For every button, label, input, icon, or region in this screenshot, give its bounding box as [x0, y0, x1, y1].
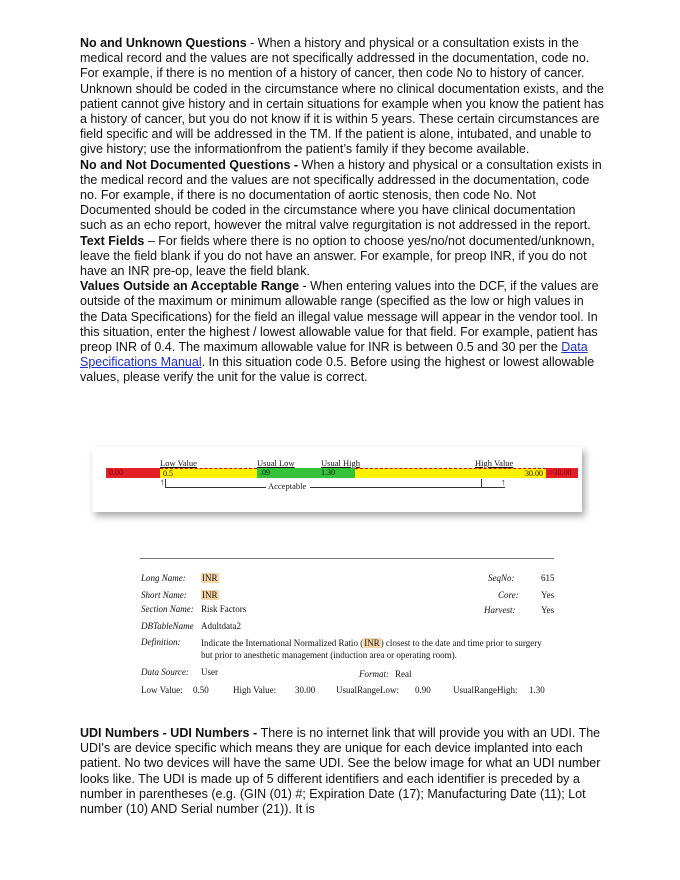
- body-text-fields: – For fields where there is no option to choose yes/no/not documented/unknown, leave the field blank if you do not have an answer. For example, for preop INR, if you do not have an INR pre-op, leave the field blank.: [80, 233, 595, 279]
- harvest-value: Yes: [541, 605, 555, 615]
- low-value-field-label: Low Value:: [141, 685, 183, 695]
- usual-high-label: Usual High: [321, 458, 360, 468]
- acceptable-right-tick: [481, 479, 482, 488]
- acceptable-label: Acceptable: [268, 481, 307, 491]
- data-source-label: Data Source:: [141, 667, 189, 677]
- core-label: Core:: [498, 590, 519, 600]
- body-udi: There is no internet link that will provide you with an UDI. The UDI's are device specific which means they are unique for each device implanted into each patient. No two devices will have the same UDI. See the below image for what an UDI number looks like. The UDI is made up of 5 different identifiers and each identifier is preceded by a number in parentheses (e.g. (GIN (01) #; Expiration Date (17); Manufacturing Date (11); Lot number (10) AND Serial number (21)). It is: [80, 726, 601, 817]
- data-spec-table: [140, 558, 554, 701]
- usual-high-value: 1.30: [321, 468, 335, 477]
- long-name-value: INR: [202, 573, 218, 583]
- paragraph-not-documented: [80, 158, 604, 234]
- acceptable-line-right: [310, 487, 505, 488]
- usual-low-value: .09: [260, 468, 270, 477]
- low-value-field-value: 0.50: [193, 685, 209, 695]
- body-values-outside-2: . In this situation code 0.5. Before using the highest or lowest allowable values, please verify the unit for the value is correct.: [80, 355, 595, 385]
- high-value-label: High Value: [475, 458, 514, 468]
- body-no-unknown: - When a history and physical or a consultation exists in the medical record and the values are not specifically addressed in the documentation, code no. For example, if there is no mention of a history of cancer, then code No to history of cancer. Unknown should be coded in the circumstance where no clinical documentation exists, and the patient cannot give history and in certain situations for example when you know the patient has a history of cancer, but you do not know if it is within 5 years. These certain circumstances are field specific and will be addressed in the TM. If the patient is alone, intubated, and unable to give history; use the informationfrom the patient’s family if they become available.: [80, 36, 604, 157]
- seqno-label: SeqNo:: [488, 573, 515, 583]
- arrow-up-icon: ↑: [501, 477, 506, 487]
- paragraph-values-outside: [80, 279, 604, 385]
- data-source-value: User: [201, 667, 218, 677]
- section-name-value: Risk Factors: [201, 604, 247, 614]
- usual-range-low-value: 0.90: [415, 685, 431, 695]
- text-section-top: [80, 36, 604, 386]
- format-label: Format:: [359, 669, 389, 679]
- long-name-label: Long Name:: [141, 573, 186, 583]
- table-name-label: DBTableName: [141, 621, 194, 631]
- paragraph-udi: [80, 726, 604, 817]
- definition-value: Indicate the International Normalized Ratio (INR) closest to the date and time prior to surgery but prior to anesthetic management (induction area or operating room).: [201, 638, 542, 660]
- short-name-value: INR: [202, 590, 218, 600]
- heading-text-fields: Text Fields: [80, 233, 145, 248]
- seqno-value: 615: [541, 573, 555, 583]
- high-value-field-value: 30.00: [295, 685, 316, 695]
- heading-not-documented: No and Not Documented Questions -: [80, 157, 302, 172]
- usual-range-low-label: UsualRangeLow:: [336, 685, 399, 695]
- body-values-outside-1: - When entering values into the DCF, if the values are outside of the maximum or minimum allowable range (specified as the low or high values in the Data Specifications) for the field an illegal value message will appear in the vendor tool. In this situation, enter the highest / lowest allowable value for that field. For example, patient has preop INR of 0.4. The maximum allowable value for INR is between 0.5 and 30 per the: [80, 279, 599, 355]
- usual-range-high-value: 1.30: [529, 685, 545, 695]
- paragraph-no-unknown: [80, 36, 604, 158]
- heading-udi: UDI Numbers - UDI Numbers -: [80, 726, 261, 740]
- high-value-field-label: High Value:: [233, 685, 277, 695]
- heading-values-outside: Values Outside an Acceptable Range: [80, 279, 300, 294]
- usual-range-high-label: UsualRangeHigh:: [453, 685, 518, 695]
- range-bar-figure: [92, 447, 582, 512]
- range-segment-above: >30.00: [546, 468, 578, 478]
- data-specifications-link[interactable]: Data Specifications Manual: [80, 340, 588, 370]
- range-segment-high: 30.00: [355, 468, 546, 478]
- usual-low-label: Usual Low: [257, 458, 295, 468]
- harvest-label: Harvest:: [484, 605, 516, 615]
- range-segment-usual: [257, 468, 355, 478]
- arrow-up-icon: ↑: [160, 477, 165, 487]
- body-not-documented: When a history and physical or a consultation exists in the medical record and the values are not specifically addressed in the documentation, code no. For example, if there is no documentation of aortic stenosis, then code No. Not Documented should be coded in the circumstance where you have clinical documentation such as an echo report, however the mitral valve regurgitation is not addressed in the report.: [80, 157, 602, 233]
- acceptable-line-left: [165, 487, 266, 488]
- short-name-label: Short Name:: [141, 590, 187, 600]
- table-name-value: Adultdata2: [201, 621, 241, 631]
- low-value-label: Low Value: [160, 458, 197, 468]
- format-value: Real: [395, 669, 412, 679]
- range-segment-below: 0.00: [106, 468, 160, 478]
- paragraph-text-fields: [80, 234, 604, 280]
- heading-no-unknown: No and Unknown Questions: [80, 36, 247, 50]
- core-value: Yes: [541, 590, 555, 600]
- section-name-label: Section Name:: [141, 604, 194, 614]
- text-section-udi: [80, 726, 604, 817]
- definition-label: Definition:: [141, 637, 181, 647]
- range-segment-low: 0.5: [160, 468, 257, 478]
